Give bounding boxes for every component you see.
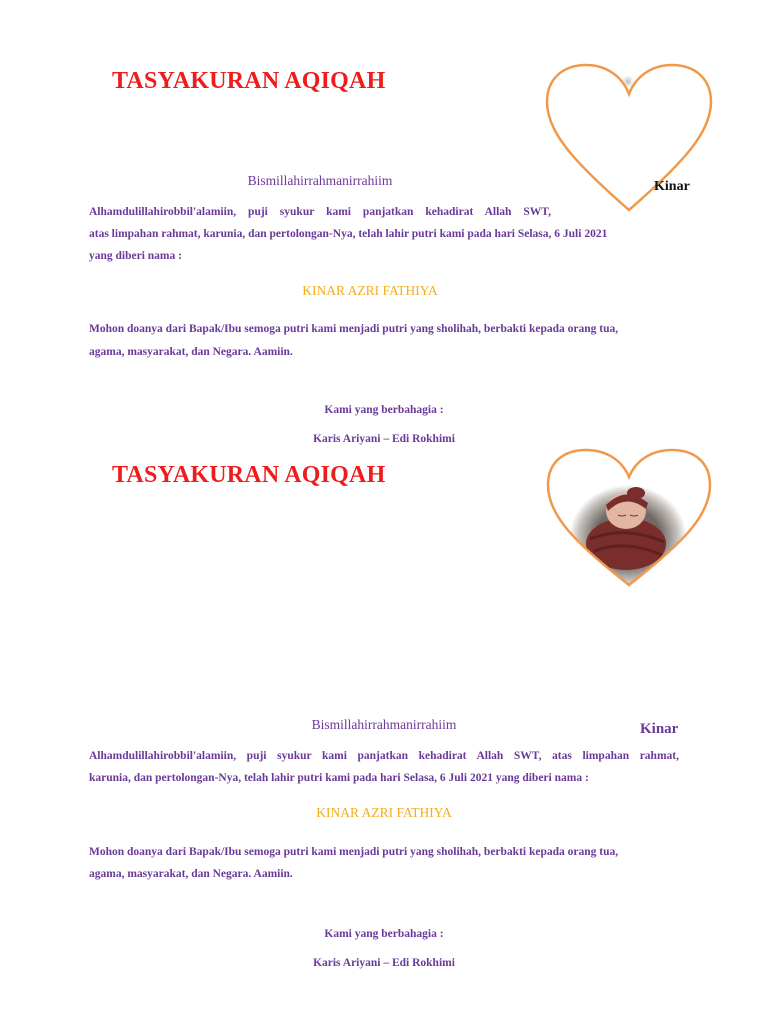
card1-text-line1: Alhamdulillahirobbil'alamiin, puji syukur kami panjatkan kehadirat Allah SWT,	[89, 206, 551, 218]
card1-text-line3: yang diberi nama :	[89, 250, 182, 262]
card2-bismillah: Bismillahirrahmanirrahiim	[311, 717, 457, 732]
card1-bismillah: Bismillahirrahmanirrahiim	[247, 173, 393, 188]
card2-heart-photo	[544, 447, 714, 589]
card1-child-name: KINAR AZRI FATHIYA	[302, 283, 438, 298]
card2-parents: Karis Ariyani – Edi Rokhimi	[313, 957, 455, 969]
card1-title: TASYAKURAN AQIQAH	[112, 68, 386, 94]
card1-parents: Karis Ariyani – Edi Rokhimi	[313, 433, 455, 445]
card2-prayer-line1: Mohon doanya dari Bapak/Ibu semoga putri kami menjadi putri yang sholihah, berbakti kepada orang tua,	[89, 846, 619, 858]
card1-prayer-line1: Mohon doanya dari Bapak/Ibu semoga putri kami menjadi putri yang sholihah, berbakti kepada orang tua,	[89, 323, 619, 335]
card1-closing: Kami yang berbahagia :	[324, 404, 444, 416]
card2-text-line1: Alhamdulillahirobbil'alamiin, puji syukur kami panjatkan kehadirat Allah SWT, atas limpahan rahmat,	[89, 750, 679, 762]
card2-child-name: KINAR AZRI FATHIYA	[316, 805, 452, 820]
card2-title: TASYAKURAN AQIQAH	[112, 462, 386, 488]
card2-photo-label: Kinar	[640, 721, 679, 737]
card2-closing: Kami yang berbahagia :	[324, 928, 444, 940]
card2-text-line2: karunia, dan pertolongan-Nya, telah lahir putri kami pada hari Selasa, 6 Juli 2021 yang diberi nama :	[89, 772, 589, 784]
card1-text-line2: atas limpahan rahmat, karunia, dan pertolongan-Nya, telah lahir putri kami pada hari Selasa, 6 Juli 2021	[89, 228, 608, 240]
card2-prayer-line2: agama, masyarakat, dan Negara. Aamiin.	[89, 868, 293, 880]
card1-photo-label: Kinar	[654, 179, 690, 194]
card1-prayer-line2: agama, masyarakat, dan Negara. Aamiin.	[89, 346, 293, 358]
